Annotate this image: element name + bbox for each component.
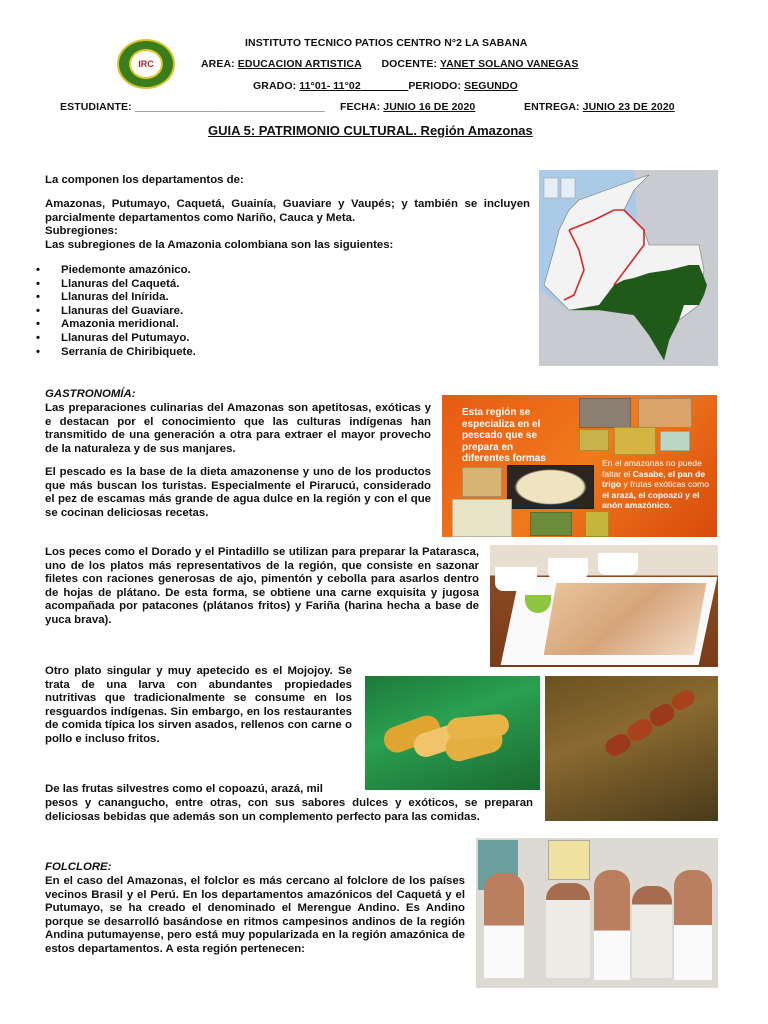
casabe-thumb [507,465,594,509]
entrega-line [524,101,675,113]
grado-label: GRADO: [253,80,297,92]
departments-paragraph: Amazonas, Putumayo, Caquetá, Guainía, Guaviare y Vaupés; y también se incluyen parcialmente departamentos como Nariño, Cauca y Meta. [45,198,530,224]
school-logo [117,39,175,89]
list-item: • Llanuras del Inírida. [36,291,169,304]
map-icon [539,170,718,366]
dancer-figure [594,870,630,980]
grado-blank: ________ [360,80,409,92]
frutas-line-1: De las frutas silvestres como el copoazú, arazá, mil [45,783,323,795]
food-thumb [614,427,656,455]
fish-fillet-image [490,545,718,667]
food-collage-image [442,395,717,537]
food-thumb [579,429,609,451]
periodo-value: SEGUNDO [464,80,518,92]
intro-line: La componen los departamentos de: [45,174,244,186]
area-value: EDUCACION ARTISTICA [237,58,362,70]
fecha-value: JUNIO 16 DE 2020 [383,101,476,113]
patarasca-paragraph: Los peces como el Dorado y el Pintadillo se utilizan para preparar la Patarasca, uno de los platos más representativos de la región, que consiste en sazonar filetes con raciones generosas de ajo, pimentón y cebolla para asarlos dentro de hojas de plátano. De esta forma, se obtiene una carne exquisita y jugosa acompañada por patacones (plátanos fritos) y Fariña (harina hecha a base de yuca brava). [45,546,479,626]
institution-name: INSTITUTO TECNICO PATIOS CENTRO N°2 LA SABANA [245,37,528,49]
list-item: • Amazonia meridional. [36,318,179,331]
collage-text-fish: Esta región se especializa en el pescado que se prepara en diferentes formas [462,407,546,464]
list-item: • Piedemonte amazónico. [36,264,191,276]
fecha-label: FECHA: [340,101,381,113]
fruit-thumb [452,499,512,537]
mojojoy-larvae-image [365,676,540,790]
colombia-map-image [539,170,718,366]
entrega-label: ENTREGA: [524,101,580,113]
sauce-bowl [548,558,588,580]
grado-value: 11°01- 11°02 [299,80,361,92]
sauce-bowl [495,567,537,591]
docente-label: DOCENTE: [381,58,438,70]
sauce-bowl [598,553,638,575]
folclore-paragraph: En el caso del Amazonas, el folclor es más cercano al folclore de los países vecinos Brasil y el Perú. En los departamentos amazónicos del Caquetá y el Putumayo, se ha creado el denominado el Merengue Andino. Es Andino porque se desarrolló basándose en ritmos campesinos andinos de la región Andina putumayense, pero está muy popularizada en la región amazónica de estos departamentos. A esta región pertenecen: [45,875,465,955]
fruit-thumb [530,512,572,536]
subregiones-list [36,264,336,359]
gastronomia-heading: GASTRONOMÍA: [45,388,136,400]
dancer-figure [484,873,524,978]
estudiante-line [60,101,325,113]
fillet-shape [544,583,707,655]
gastronomia-paragraph-1: Las preparaciones culinarias del Amazonas son apetitosas, exóticas y e destacan por el conocimiento que las culturas indígenas han transmitido de una generación a otra para extraer el mayor provecho de la naturaleza y de sus manjares. [45,402,431,455]
frutas-paragraph: pesos y canangucho, entre otras, con sus sabores dulces y exóticos, se preparan deliciosas bebidas que además son un complemento perfecto para las comidas. [45,797,533,823]
folclore-heading: FOLCLORE: [45,861,112,873]
subregiones-intro: Las subregiones de la Amazonia colombiana son las siguientes: [45,239,394,251]
fruit-thumb [585,511,609,537]
list-item: • Llanuras del Guaviare. [36,304,184,317]
grilled-mojojoy-image [545,676,718,821]
periodo-label: PERIODO: [408,80,462,92]
grado-periodo-line [253,80,518,92]
logo-emblem-icon: IRC [129,49,163,79]
docente-value: YANET SOLANO VANEGAS [439,58,579,70]
estudiante-field[interactable]: ________________________________ [134,101,325,113]
school-shield [548,840,590,880]
mojojoy-paragraph: Otro plato singular y muy apetecido es el Mojojoy. Se trata de una larva con abundantes propiedades nutritivas que tradicionalmente se consume en los resguardos indígenas. Sin embargo, en los restaurantes de comida típica los sirven asados, rellenos con carne o pollo e incluso fritos. [45,665,352,745]
fecha-line [340,101,475,113]
entrega-value: JUNIO 23 DE 2020 [582,101,675,113]
estudiante-label: ESTUDIANTE: [60,101,132,113]
folclore-dancers-image [476,838,718,988]
gastronomia-paragraph-2: El pescado es la base de la dieta amazonense y uno de los productos que más buscan los turistas. Especialmente el Pirarucú, considerado el pez de escamas más grande de agua dulce en la región y con el que se cocinan deliciosas recetas. [45,466,431,519]
area-docente-line [201,58,578,70]
list-item: • Llanuras del Caquetá. [36,277,180,290]
area-label: AREA: [201,58,235,70]
soup-dish-thumb [638,398,692,428]
collage-text-casabe: En el amazonas no puede faltar el Casabe, el pan de trigo y frutas exóticas como el arazá, el copoazú y el anón amazónico. [602,458,709,510]
bread-thumb [462,467,502,497]
fish-dish-thumb [579,398,631,428]
dancer-figure [674,870,712,980]
dancer-figure [632,886,672,978]
list-item: • Llanuras del Putumayo. [36,331,190,344]
food-thumb [660,431,690,451]
page-title: GUIA 5: PATRIMONIO CULTURAL. Región Amazonas [208,123,533,138]
list-item: • Serranía de Chiribiquete. [36,345,196,358]
subregiones-heading: Subregiones: [45,225,118,237]
dancer-figure [546,883,590,978]
